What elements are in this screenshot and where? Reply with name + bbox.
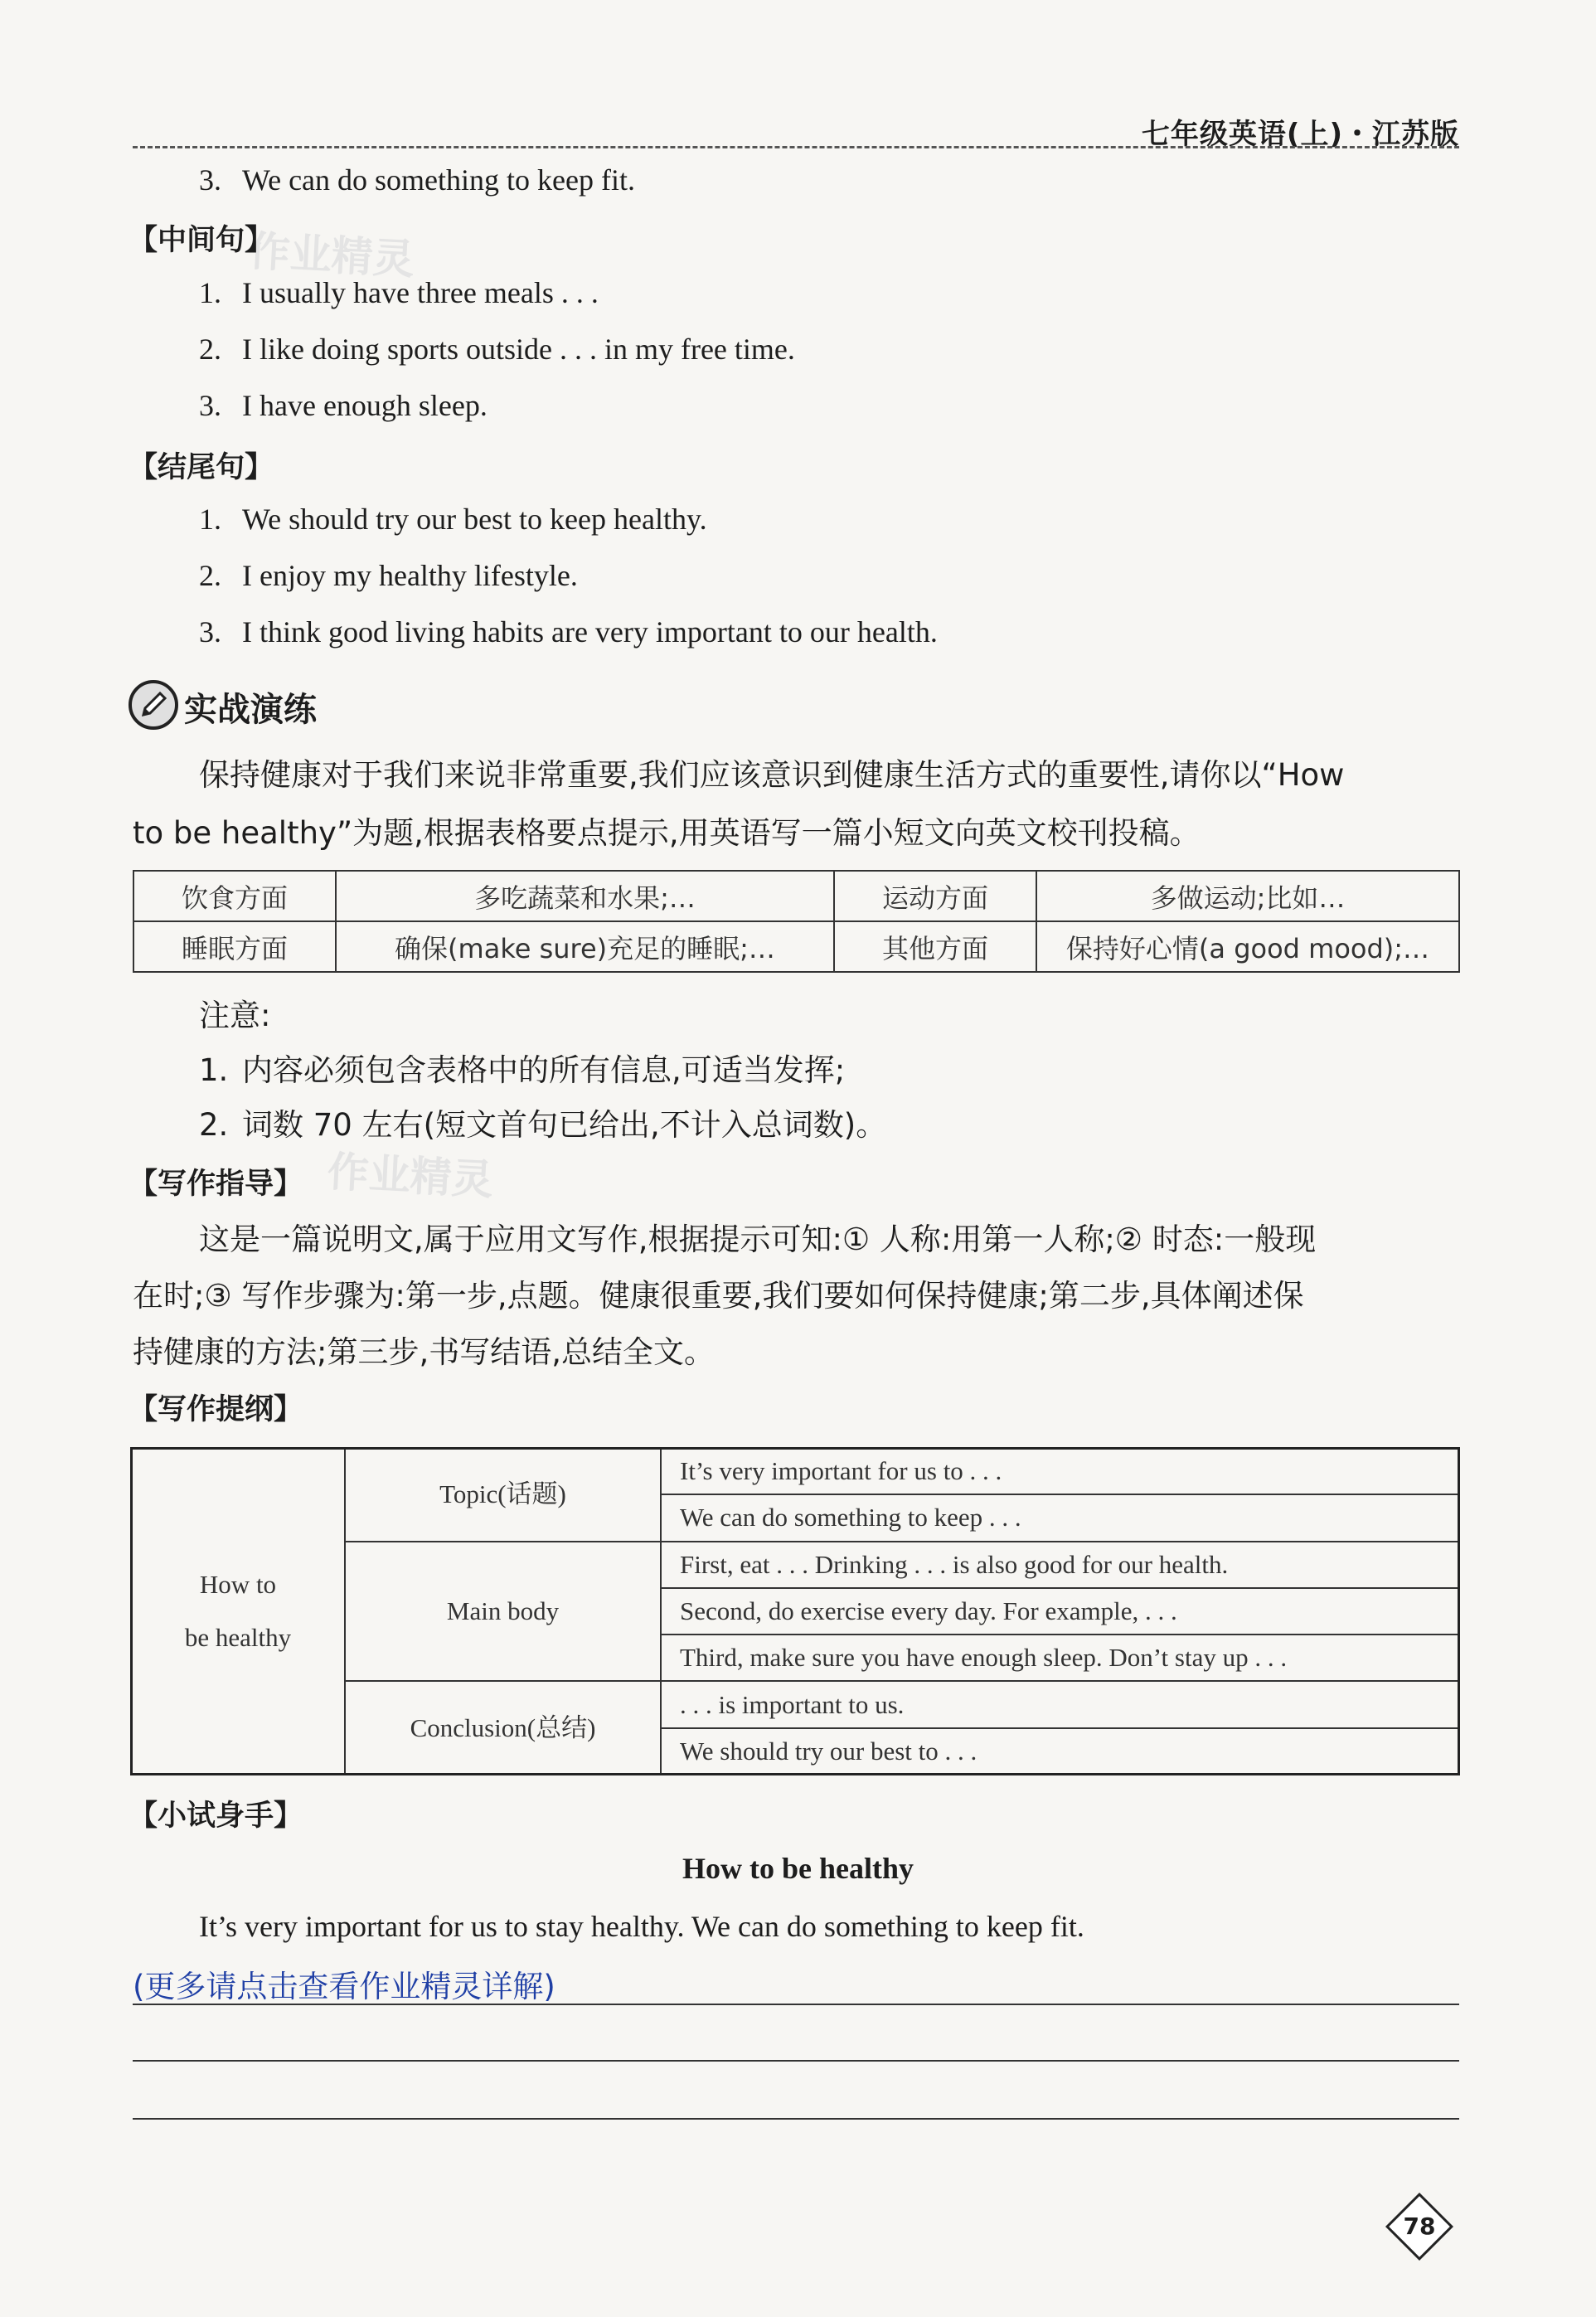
writing-line bbox=[133, 2118, 1459, 2120]
table-cell: 睡眠方面 bbox=[133, 921, 336, 972]
opening-line-3-number: 3. bbox=[199, 163, 221, 197]
ending-item-number: 3. bbox=[199, 615, 221, 648]
outline-section-label: Conclusion(总结) bbox=[345, 1681, 661, 1775]
middle-item-text: I usually have three meals . . . bbox=[242, 276, 599, 309]
outline-section-label: Main body bbox=[345, 1542, 661, 1682]
outline-row: We should try our best to . . . bbox=[661, 1728, 1459, 1775]
outline-row: We can do something to keep . . . bbox=[661, 1494, 1459, 1541]
table-cell: 确保(make sure)充足的睡眠;… bbox=[336, 921, 834, 972]
table-row bbox=[133, 871, 1459, 921]
note-label: 注意: bbox=[199, 998, 271, 1033]
outline-row: It’s very important for us to . . . bbox=[661, 1448, 1459, 1494]
middle-item-number: 2. bbox=[199, 333, 221, 366]
table-row bbox=[133, 921, 1459, 972]
middle-item-number: 3. bbox=[199, 389, 221, 422]
writing-line bbox=[133, 2060, 1459, 2062]
middle-item bbox=[199, 332, 795, 367]
more-details-link[interactable]: (更多请点击查看作业精灵详解) bbox=[133, 1969, 555, 2004]
table-cell: 运动方面 bbox=[834, 871, 1036, 921]
outline-topic-line-2: be healthy bbox=[184, 1623, 292, 1652]
middle-item-text: I like doing sports outside . . . in my free time. bbox=[242, 333, 795, 366]
middle-item bbox=[199, 388, 488, 424]
ending-item bbox=[199, 502, 707, 537]
practice-intro-line-1: 保持健康对于我们来说非常重要,我们应该意识到健康生活方式的重要性,请你以“How bbox=[199, 757, 1345, 793]
outline-table bbox=[130, 1447, 1460, 1775]
note-item bbox=[199, 1096, 886, 1154]
outline-tag: 【写作提纲】 bbox=[129, 1393, 303, 1426]
ending-item-number: 1. bbox=[199, 503, 221, 536]
header-title: 七年级英语(上)・江苏版 bbox=[1141, 118, 1459, 151]
practice-intro-line-2: to be healthy”为题,根据表格要点提示,用英语写一篇小短文向英文校刊投稿。 bbox=[133, 815, 1201, 851]
guide-line: 在时;③ 写作步骤为:第一步,点题。健康很重要,我们要如何保持健康;第二步,具体阐述保 bbox=[133, 1278, 1304, 1314]
ending-item-text: I enjoy my healthy lifestyle. bbox=[242, 559, 578, 592]
practice-title: 实战演练 bbox=[184, 691, 317, 729]
outline-row: First, eat . . . Drinking . . . is also good for our health. bbox=[661, 1542, 1459, 1588]
outline-topic bbox=[131, 1448, 345, 1775]
watermark: 作业精灵 bbox=[326, 1147, 495, 1205]
table-cell: 多吃蔬菜和水果;… bbox=[336, 871, 834, 921]
ending-item bbox=[199, 614, 938, 650]
essay-title: How to be healthy bbox=[682, 1852, 914, 1885]
table-cell: 饮食方面 bbox=[133, 871, 336, 921]
ending-item bbox=[199, 558, 578, 594]
outline-row: Third, make sure you have enough sleep. Don’t stay up . . . bbox=[661, 1635, 1459, 1681]
watermark: 作业精灵 bbox=[247, 226, 416, 284]
note-item-number: 1. bbox=[199, 1052, 229, 1088]
note-item-text: 词数 70 左右(短文首句已给出,不计入总词数)。 bbox=[242, 1107, 887, 1143]
header-divider bbox=[133, 146, 1459, 148]
requirements-table bbox=[133, 870, 1460, 973]
table-cell: 多做运动;比如… bbox=[1036, 871, 1459, 921]
outline-row: . . . is important to us. bbox=[661, 1681, 1459, 1727]
guide-tag: 【写作指导】 bbox=[129, 1168, 303, 1201]
opening-line-3 bbox=[199, 163, 635, 198]
table-row bbox=[131, 1448, 1459, 1494]
outline-row: Second, do exercise every day. For example, . . . bbox=[661, 1588, 1459, 1635]
table-cell: 保持好心情(a good mood);… bbox=[1036, 921, 1459, 972]
writing-line bbox=[133, 2004, 1459, 2005]
middle-item bbox=[199, 275, 599, 311]
try-tag: 【小试身手】 bbox=[129, 1800, 303, 1833]
middle-tag: 【中间句】 bbox=[129, 224, 274, 257]
note-item-number: 2. bbox=[199, 1107, 229, 1143]
pencil-icon bbox=[129, 680, 178, 730]
outline-section-label: Topic(话题) bbox=[345, 1448, 661, 1542]
page-number: 78 bbox=[1403, 2213, 1436, 2240]
essay-first-line: It’s very important for us to stay healthy. We can do something to keep fit. bbox=[199, 1910, 1084, 1943]
middle-item-number: 1. bbox=[199, 276, 221, 309]
outline-topic-line-1: How to bbox=[199, 1570, 277, 1599]
note-item bbox=[199, 1042, 845, 1100]
ending-item-number: 2. bbox=[199, 559, 221, 592]
guide-line: 这是一篇说明文,属于应用文写作,根据提示可知:① 人称:用第一人称;② 时态:一般现 bbox=[199, 1222, 1317, 1257]
ending-item-text: We should try our best to keep healthy. bbox=[242, 503, 707, 536]
table-cell: 其他方面 bbox=[834, 921, 1036, 972]
ending-tag: 【结尾句】 bbox=[129, 451, 274, 484]
note-item-text: 内容必须包含表格中的所有信息,可适当发挥; bbox=[242, 1052, 846, 1088]
middle-item-text: I have enough sleep. bbox=[242, 389, 488, 422]
opening-line-3-text: We can do something to keep fit. bbox=[242, 163, 635, 197]
ending-item-text: I think good living habits are very important to our health. bbox=[242, 615, 938, 648]
guide-line: 持健康的方法;第三步,书写结语,总结全文。 bbox=[133, 1334, 715, 1370]
